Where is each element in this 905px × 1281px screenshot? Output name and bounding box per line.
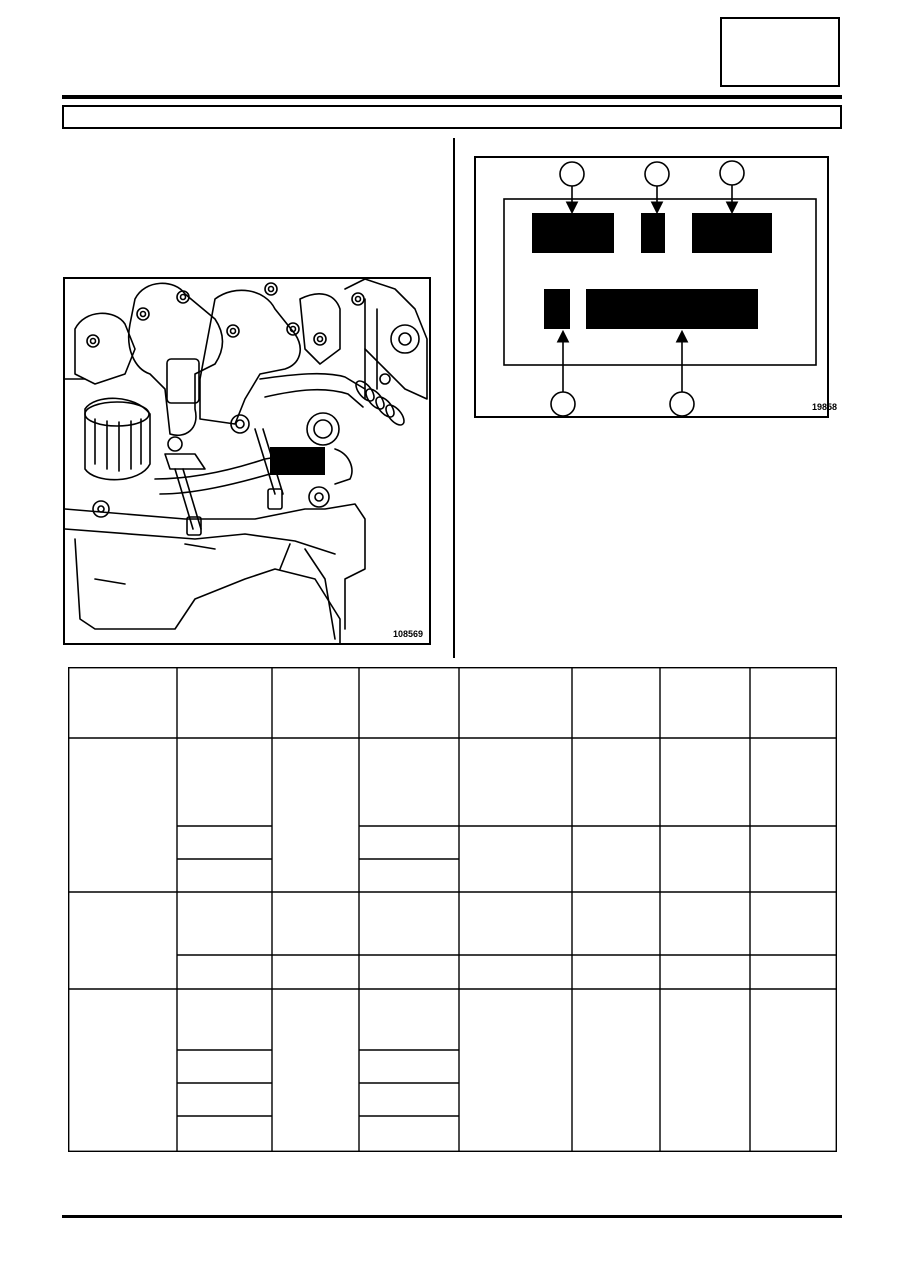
engine-plate-marking	[270, 447, 325, 475]
plate-drawing	[476, 158, 838, 416]
callout-circle-5	[670, 392, 694, 416]
plate-field-1	[532, 213, 614, 253]
callout-circle-3	[720, 161, 744, 185]
plate-field-3	[692, 213, 772, 253]
section-number-box	[720, 17, 840, 87]
plate-figure-reference: 19858	[812, 402, 838, 412]
plate-field-2	[641, 213, 665, 253]
engine-figure-reference: 108569	[393, 629, 424, 639]
title-bar	[62, 105, 842, 129]
callout-circle-1	[560, 162, 584, 186]
callout-circle-4	[551, 392, 575, 416]
column-divider	[453, 138, 455, 658]
callout-circle-2	[645, 162, 669, 186]
engine-illustration	[63, 277, 431, 645]
specification-table	[68, 667, 837, 1152]
plate-diagram	[474, 156, 838, 418]
plate-field-4	[544, 289, 570, 329]
engine-drawing	[65, 279, 429, 643]
header-rule	[62, 95, 842, 99]
table-grid	[68, 667, 837, 1152]
footer-rule	[62, 1215, 842, 1218]
plate-field-5	[586, 289, 758, 329]
